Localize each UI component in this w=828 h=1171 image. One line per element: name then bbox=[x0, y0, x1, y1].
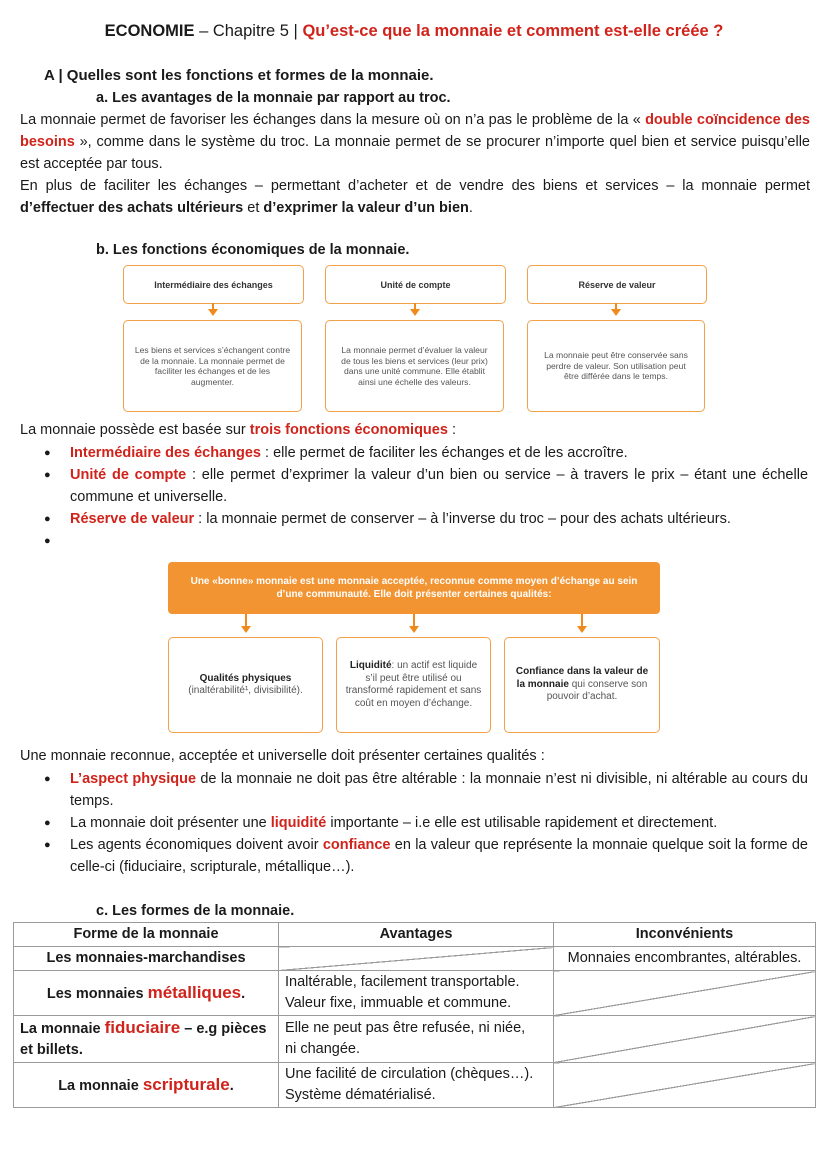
advantage-line: Système dématérialisé. bbox=[285, 1087, 436, 1103]
arrow-down-icon bbox=[208, 309, 218, 316]
inconvenient-cell: Monnaies encombrantes, altérables. bbox=[554, 947, 816, 971]
function-body-box bbox=[123, 320, 302, 412]
quality-name: Liquidité bbox=[349, 660, 392, 671]
list-item bbox=[20, 834, 808, 878]
qualities-intro: Une monnaie reconnue, acceptée et universelle doit présenter certaines qualités : bbox=[20, 748, 545, 764]
text-run: La monnaie doit présenter une bbox=[70, 815, 271, 831]
form-name: . bbox=[241, 985, 246, 1002]
function-head-label: Réserve de valeur bbox=[578, 279, 656, 290]
list-item bbox=[20, 768, 808, 812]
function-head-box bbox=[123, 265, 304, 304]
quality-box bbox=[336, 637, 491, 733]
form-name: . bbox=[229, 1077, 234, 1094]
highlight-double-coincidence: double coïncidence des besoins bbox=[20, 112, 810, 150]
quality-keyword: confiance bbox=[322, 837, 391, 853]
arrow-down-icon bbox=[611, 309, 621, 316]
quality-box bbox=[504, 637, 660, 733]
text-run: importante – i.e elle est utilisable rapidement et directement. bbox=[326, 815, 718, 831]
function-description: : elle permet d’exprimer la valeur d’un bien ou service – à travers le prix – étant une échelle commune et universelle. bbox=[70, 467, 809, 505]
form-cell bbox=[14, 1016, 279, 1063]
form-name: Les monnaies-marchandises bbox=[46, 950, 246, 966]
table-header-row bbox=[14, 923, 816, 947]
form-name: La monnaie bbox=[58, 1077, 143, 1094]
function-head-label: Intermédiaire des échanges bbox=[154, 279, 273, 290]
empty-cell bbox=[554, 1063, 816, 1108]
form-keyword: fiduciaire bbox=[104, 1018, 181, 1037]
quality-text: (inaltérabilité¹, divisibilité). bbox=[188, 685, 303, 696]
empty-cell bbox=[554, 1016, 816, 1063]
text-run: en la valeur que représente la monnaie quelque soit la forme de celle-ci (fiduciaire, scripturale, métallique…). bbox=[70, 837, 808, 875]
empty-cell bbox=[554, 971, 816, 1016]
quality-text: qui conserve son pouvoir d’achat. bbox=[546, 678, 648, 703]
chapter-label: – Chapitre 5 | bbox=[194, 22, 303, 40]
highlight-three-functions: trois fonctions économiques bbox=[249, 422, 448, 438]
column-header: Forme de la monnaie bbox=[14, 923, 279, 947]
quality-keyword: L’aspect physique bbox=[70, 771, 197, 787]
bold-text: d’effectuer des achats ultérieurs bbox=[20, 200, 244, 216]
function-head-box bbox=[527, 265, 707, 304]
function-body-text: La monnaie peut être conservée sans perdre de valeur. Son utilisation peut être différée dans le temps. bbox=[544, 350, 688, 382]
form-cell bbox=[14, 971, 279, 1016]
text-run: En plus de faciliter les échanges – permettant d’acheter et de vendre des biens et services – la monnaie permet bbox=[20, 178, 810, 194]
function-body-text: La monnaie permet d’évaluer la valeur de tous les biens et services (leur prix) dans une unité commune. Elle établit ainsi une échelle des valeurs. bbox=[341, 345, 488, 387]
advantages-cell bbox=[279, 971, 554, 1016]
column-header: Avantages bbox=[279, 923, 554, 947]
function-name: Réserve de valeur bbox=[70, 511, 195, 527]
advantage-line: Une facilité de circulation (chèques…). bbox=[285, 1066, 534, 1082]
list-item-empty bbox=[20, 530, 808, 552]
function-name: Intermédiaire des échanges bbox=[70, 445, 261, 461]
text-run: : bbox=[447, 422, 456, 438]
list-item bbox=[20, 508, 808, 530]
form-name: – e.g pièces et billets. bbox=[20, 1021, 267, 1058]
function-body-box bbox=[527, 320, 705, 412]
text-run: La monnaie permet de favoriser les échanges dans la mesure où on n’a pas le problème de la « bbox=[20, 112, 646, 128]
text-run: Les agents économiques doivent avoir bbox=[70, 837, 323, 853]
qualities-head-box bbox=[168, 562, 660, 614]
empty-cell bbox=[279, 947, 554, 971]
list-item bbox=[20, 812, 808, 834]
text-run: . bbox=[468, 200, 473, 216]
qualities-head-text: Une «bonne» monnaie est une monnaie acceptée, reconnue comme moyen d’échange au sein d’une communauté. Elle doit présenter certaines qualités: bbox=[190, 576, 638, 600]
list-item bbox=[20, 442, 808, 464]
functions-list bbox=[20, 442, 808, 552]
advantages-cell bbox=[279, 1016, 554, 1063]
table-row bbox=[14, 1016, 816, 1063]
paragraph-barter bbox=[20, 109, 810, 175]
text-run: et bbox=[243, 200, 264, 216]
table-row bbox=[14, 971, 816, 1016]
function-body-box bbox=[325, 320, 504, 412]
quality-name: Confiance dans la valeur de la monnaie bbox=[515, 666, 649, 690]
section-a-heading: A | Quelles sont les fonctions et formes de la monnaie. bbox=[44, 67, 434, 84]
advantage-line: Elle ne peut pas être refusée, ni niée, bbox=[285, 1020, 526, 1036]
advantage-line: Inaltérable, facilement transportable. bbox=[285, 974, 520, 990]
qualities-list bbox=[20, 768, 808, 878]
functions-intro bbox=[20, 419, 810, 441]
quality-text: : un actif est liquide s’il peut être utilisé ou transformé rapidement et sans coût en moyen d’échange. bbox=[345, 660, 482, 709]
subject-label: ECONOMIE bbox=[104, 22, 195, 40]
chapter-question: Qu’est-ce que la monnaie et comment est-elle créée ? bbox=[302, 22, 724, 40]
subsection-c-heading: c. Les formes de la monnaie. bbox=[96, 903, 295, 919]
arrow-down-icon bbox=[577, 626, 587, 633]
function-body-text: Les biens et services s’échangent contre de la monnaie. La monnaie permet de faciliter les échanges et de les augmenter. bbox=[134, 345, 291, 387]
form-name: La monnaie bbox=[20, 1021, 105, 1037]
quality-keyword: liquidité bbox=[270, 815, 327, 831]
subsection-a-heading: a. Les avantages de la monnaie par rapport au troc. bbox=[96, 90, 451, 106]
function-head-box bbox=[325, 265, 506, 304]
column-header: Inconvénients bbox=[554, 923, 816, 947]
quality-box bbox=[168, 637, 323, 733]
advantage-line: Valeur fixe, immuable et commune. bbox=[285, 995, 512, 1011]
function-description: : la monnaie permet de conserver – à l’inverse du troc – pour des achats ultérieurs. bbox=[194, 511, 731, 527]
form-keyword: scripturale bbox=[142, 1074, 230, 1094]
text-run: », comme dans le système du troc. La monnaie permet de se procurer n’importe quel bien et service puisqu’elle est acceptée par tous. bbox=[20, 134, 810, 172]
list-item bbox=[20, 464, 808, 508]
paragraph-advantages bbox=[20, 175, 810, 219]
form-keyword: métalliques bbox=[147, 982, 242, 1002]
subsection-b-heading: b. Les fonctions économiques de la monnaie. bbox=[96, 242, 410, 258]
forms-table bbox=[13, 922, 816, 1108]
quality-name: Qualités physiques bbox=[199, 672, 292, 684]
form-cell bbox=[14, 1063, 279, 1108]
table-row bbox=[14, 947, 816, 971]
function-description: : elle permet de faciliter les échanges et de les accroître. bbox=[261, 445, 628, 461]
arrow-down-icon bbox=[241, 626, 251, 633]
function-name: Unité de compte bbox=[70, 467, 187, 483]
form-cell bbox=[14, 947, 279, 971]
advantages-cell bbox=[279, 1063, 554, 1108]
form-name: Les monnaies bbox=[46, 985, 148, 1002]
arrow-down-icon bbox=[410, 309, 420, 316]
bold-text: d’exprimer la valeur d’un bien bbox=[263, 200, 469, 216]
arrow-down-icon bbox=[409, 626, 419, 633]
text-run: La monnaie possède est basée sur bbox=[20, 422, 250, 438]
table-row bbox=[14, 1063, 816, 1108]
text-run: de la monnaie ne doit pas être altérable : la monnaie n’est ni divisible, ni altérable au cours du temps. bbox=[70, 771, 808, 809]
advantage-line: ni changée. bbox=[285, 1041, 360, 1057]
page-title bbox=[0, 22, 828, 41]
function-head-label: Unité de compte bbox=[380, 279, 451, 290]
